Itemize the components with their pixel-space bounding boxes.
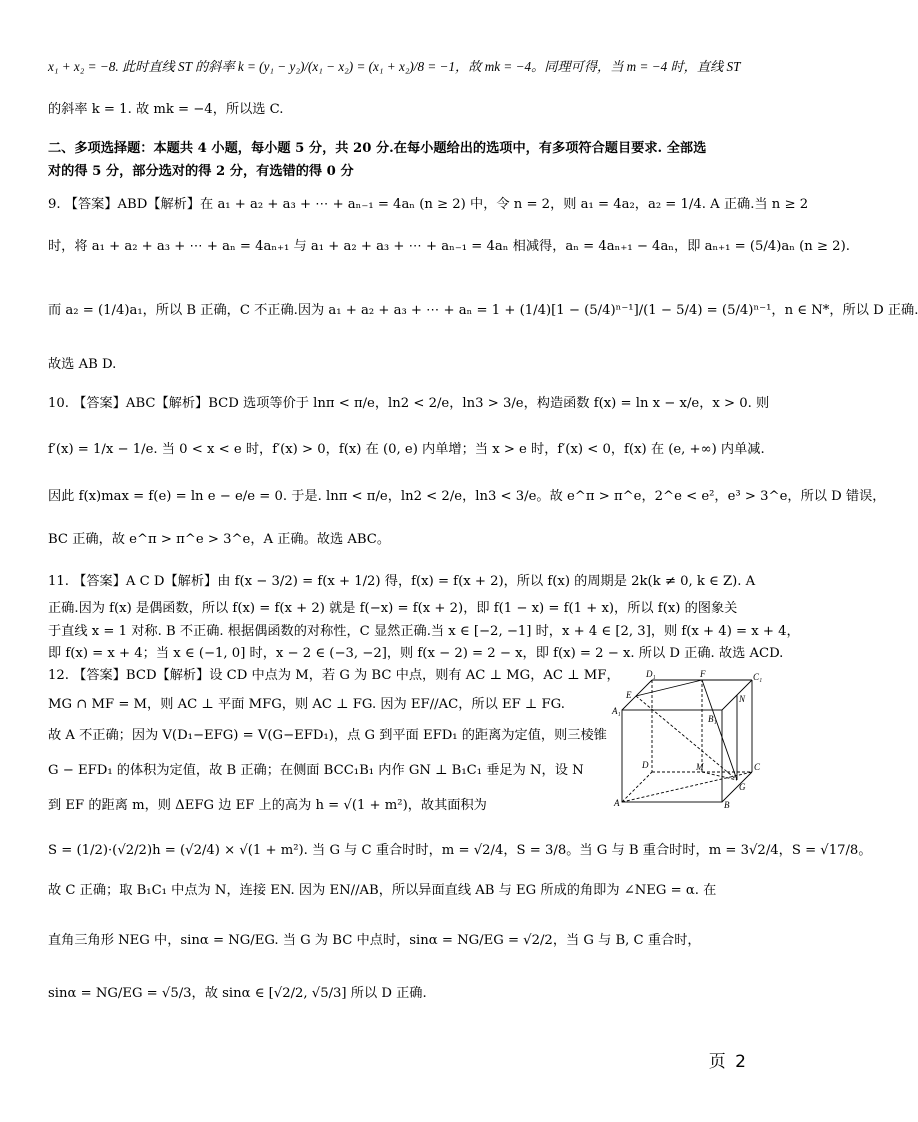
q11-line-3: 于直线 x = 1 对称. B 不正确. 根据偶函数的对称性，C 显然正确.当 x ∈ [−2, −1] 时，x + 4 ∈ [2, 3]，则 f(x + 4) = x + 4， — [48, 624, 800, 639]
label-b1: B₁ — [708, 714, 717, 724]
label-c: C — [754, 762, 761, 772]
q11-line-4: 即 f(x) = x + 4；当 x ∈ (−1, 0] 时，x − 2 ∈ (−3, −2]，则 f(x − 2) = 2 − x，即 f(x) = 2 − x. 所以 D 正确. 故选 ACD. — [48, 646, 784, 661]
q9-line-3: 而 a₂ = (1/4)a₁，所以 B 正确，C 不正确.因为 a₁ + a₂ + a₃ + ⋯ + aₙ = 1 + (1/4)[1 − (5/4)ⁿ⁻¹]/(1 − 5/4) = (5/4)ⁿ⁻¹，n ∈ N*，所以 D 正确. — [48, 303, 918, 318]
label-c1: C₁ — [753, 672, 763, 682]
label-m: M — [696, 762, 704, 772]
q12-line-1: 12. 【答案】BCD【解析】设 CD 中点为 M，若 G 为 BC 中点，则有 AC ⊥ MG，AC ⊥ MF， — [48, 668, 620, 683]
line-1: x₁ + x₂ = −8. 此时直线 ST 的斜率 k = (y₁ − y₂)/(x₁ − x₂) = (x₁ + x₂)/8 = −1，故 mk = −4。同理可得，当 m = −4 时，直线 ST — [48, 59, 741, 74]
q12-line-7: 故 C 正确；取 B₁C₁ 中点为 N，连接 EN. 因为 EN//AB，所以异面直线 AB 与 EG 所成的角即为 ∠NEG = α. 在 — [48, 883, 717, 898]
label-d: D — [642, 760, 649, 770]
label-b: B — [724, 800, 730, 810]
q9-line-2: 时，将 a₁ + a₂ + a₃ + ⋯ + aₙ = 4aₙ₊₁ 与 a₁ + a₂ + a₃ + ⋯ + aₙ₋₁ = 4aₙ 相减得，aₙ = 4aₙ₊₁ − 4aₙ，即 aₙ₊₁ = (5/4)aₙ (n ≥ 2). — [48, 239, 850, 254]
q12-line-3: 故 A 不正确；因为 V(D₁−EFG) = V(G−EFD₁)，点 G 到平面 EFD₁ 的距离为定值，则三棱锥 — [48, 728, 607, 743]
q10-line-4: BC 正确，故 e^π > π^e > 3^e，A 正确。故选 ABC。 — [48, 532, 391, 547]
q12-line-4: G − EFD₁ 的体积为定值，故 B 正确；在侧面 BCC₁B₁ 内作 GN ⊥ B₁C₁ 垂足为 N，设 N — [48, 763, 584, 778]
label-e: E — [626, 690, 632, 700]
label-d1: D₁ — [646, 669, 656, 679]
line-2: 的斜率 k = 1. 故 mk = −4，所以选 C. — [48, 102, 284, 117]
label-a1: A₁ — [612, 706, 621, 716]
label-n: N — [739, 694, 746, 704]
q12-line-6: S = (1/2)·(√2/2)h = (√2/4) × √(1 + m²). 当 G 与 C 重合时时，m = √2/4，S = 3/8。当 G 与 B 重合时时，m = 3√2/4，S = √17/8。 — [48, 843, 872, 858]
q10-line-2: f′(x) = 1/x − 1/e. 当 0 < x < e 时，f′(x) > 0，f(x) 在 (0, e) 内单增；当 x > e 时，f′(x) < 0，f(x) 在 (e, +∞) 内单减. — [48, 442, 765, 457]
q12-line-2: MG ∩ MF = M，则 AC ⊥ 平面 MFG，则 AC ⊥ FG. 因为 EF//AC，所以 EF ⊥ FG. — [48, 697, 565, 712]
q12-line-8: 直角三角形 NEG 中，sinα = NG/EG. 当 G 为 BC 中点时，sinα = NG/EG = √2/2，当 G 与 B, C 重合时， — [48, 933, 701, 948]
q11-line-1: 11. 【答案】A C D【解析】由 f(x − 3/2) = f(x + 1/2) 得，f(x) = f(x + 2)，所以 f(x) 的周期是 2k(k ≠ 0, k ∈ Z). A — [48, 574, 756, 589]
q12-line-5: 到 EF 的距离 m，则 ΔEFG 边 EF 上的高为 h = √(1 + m²)，故其面积为 — [48, 798, 487, 813]
q9-line-4: 故选 AB D. — [48, 357, 117, 372]
q9-line-1: 9. 【答案】ABD【解析】在 a₁ + a₂ + a₃ + ⋯ + aₙ₋₁ = 4aₙ (n ≥ 2) 中，令 n = 2，则 a₁ = 4a₂，a₂ = 1/4. A 正确.当 n ≥ 2 — [48, 197, 809, 212]
cube-figure — [612, 668, 762, 808]
page-number: 页 2 — [708, 1052, 748, 1072]
label-a: A — [614, 798, 620, 808]
q12-line-9: sinα = NG/EG = √5/3，故 sinα ∈ [√2/2, √5/3] 所以 D 正确. — [48, 986, 427, 1001]
q11-line-2: 正确.因为 f(x) 是偶函数，所以 f(x) = f(x + 2) 就是 f(−x) = f(x + 2)，即 f(1 − x) = f(1 + x)，所以 f(x) 的图象关 — [48, 601, 738, 616]
section-heading-cont: 对的得 5 分，部分选对的得 2 分，有选错的得 0 分 — [48, 164, 354, 179]
label-f: F — [700, 669, 706, 679]
section-heading: 二、多项选择题：本题共 4 小题，每小题 5 分，共 20 分.在每小题给出的选项中，有多项符合题目要求. 全部选 — [48, 141, 707, 156]
q10-line-1: 10. 【答案】ABC【解析】BCD 选项等价于 lnπ < π/e，ln2 < 2/e，ln3 > 3/e，构造函数 f(x) = ln x − x/e，x > 0. 则 — [48, 396, 770, 411]
q10-line-3: 因此 f(x)max = f(e) = ln e − e/e = 0. 于是. lnπ < π/e，ln2 < 2/e，ln3 < 3/e。故 e^π > π^e，2^e < e²，e³ > 3^e，所以 D 错误， — [48, 489, 886, 504]
label-g: G — [739, 782, 746, 792]
